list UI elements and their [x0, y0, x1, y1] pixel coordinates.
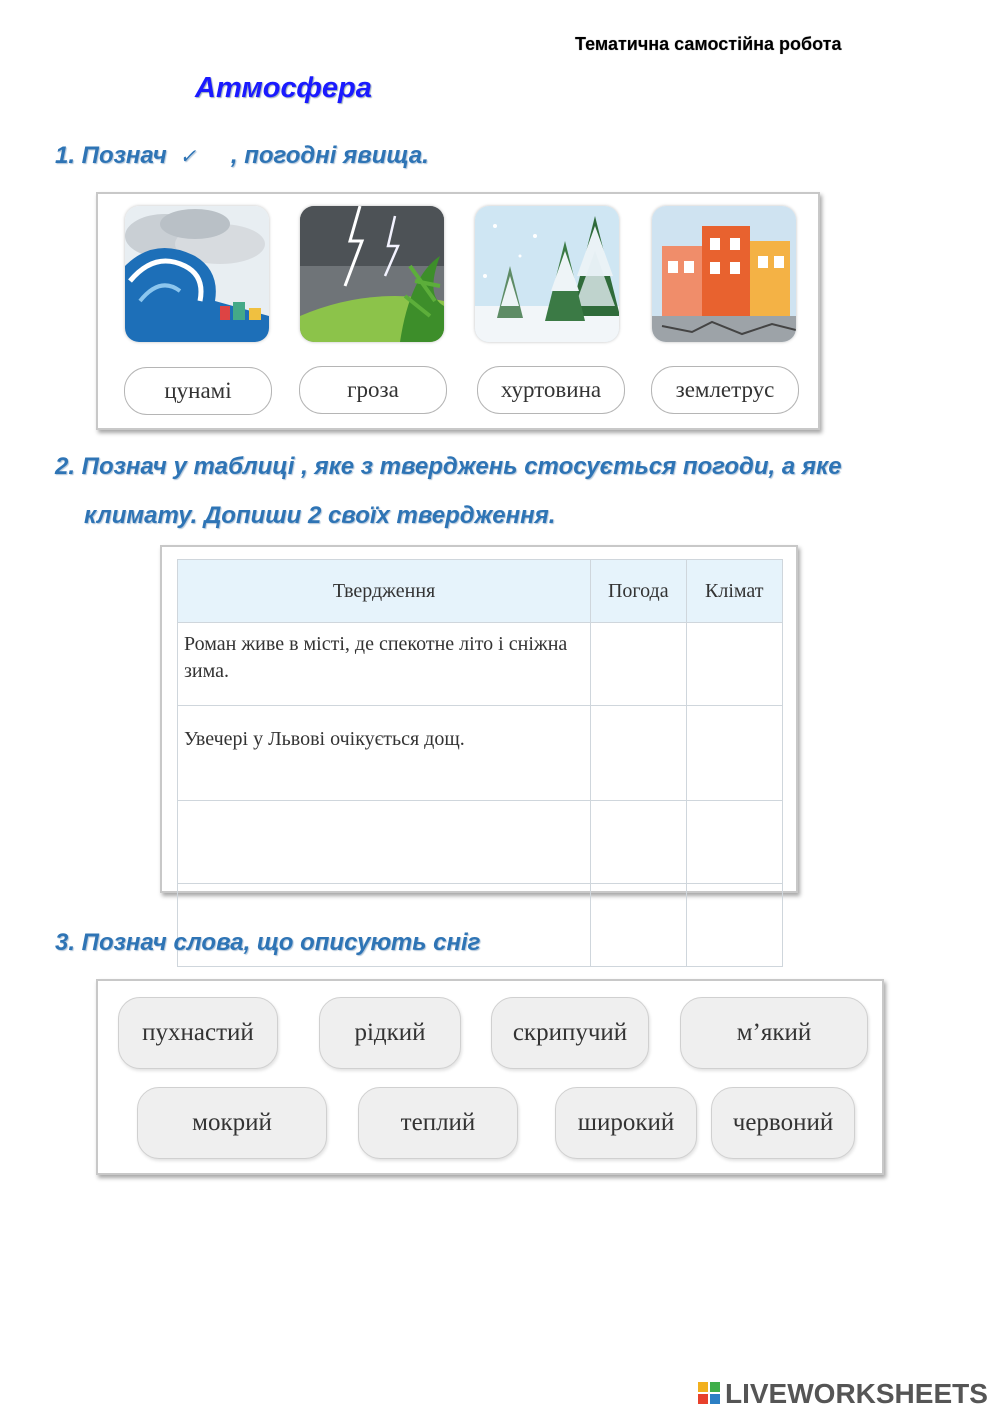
table-row [178, 623, 783, 706]
option-tsunami[interactable]: цунамі [124, 367, 272, 415]
word-option[interactable]: теплий [358, 1087, 518, 1159]
statement-cell: Увечері у Львові очікується дощ. [178, 706, 591, 801]
word-option[interactable]: червоний [711, 1087, 855, 1159]
weather-cell[interactable] [591, 706, 686, 801]
option-earthquake[interactable]: землетрус [651, 366, 799, 414]
header-weather: Погода [591, 560, 686, 623]
weather-cell[interactable] [591, 623, 686, 706]
weather-cell[interactable] [591, 884, 686, 967]
option-thunderstorm[interactable]: гроза [299, 366, 447, 414]
liveworksheets-logo [698, 1378, 988, 1410]
task1-suffix: , погодні явища. [230, 142, 429, 169]
table-header-row [178, 560, 783, 623]
blizzard-picture [475, 206, 619, 342]
word-option[interactable]: м’який [680, 997, 868, 1069]
page-title: Атмосфера [195, 72, 372, 104]
climate-cell[interactable] [686, 884, 782, 967]
task1-prefix: 1. Познач [55, 142, 167, 169]
earthquake-picture [652, 206, 796, 342]
climate-cell[interactable] [686, 801, 782, 884]
climate-cell[interactable] [686, 623, 782, 706]
word-option[interactable]: широкий [555, 1087, 697, 1159]
task2-panel [160, 545, 798, 893]
task1-title [55, 142, 429, 170]
option-blizzard[interactable]: хуртовина [477, 366, 625, 414]
statement-input-cell[interactable] [178, 801, 591, 884]
thunderstorm-picture [300, 206, 444, 342]
word-option[interactable]: рідкий [319, 997, 461, 1069]
tsunami-picture [125, 206, 269, 342]
table-row [178, 801, 783, 884]
statements-table [177, 559, 783, 967]
task2-title-line2: климату. Допиши 2 своїх твердження. [84, 502, 556, 529]
task3-title: 3. Познач слова, що описують сніг [55, 929, 481, 956]
header-climate: Клімат [686, 560, 782, 623]
statement-cell: Роман живе в місті, де спекотне літо і сніжна зима. [178, 623, 591, 706]
word-option[interactable]: пухнастий [118, 997, 278, 1069]
word-option[interactable]: скрипучий [491, 997, 649, 1069]
task1-panel [96, 192, 820, 430]
task3-panel [96, 979, 884, 1175]
logo-grid-icon [698, 1382, 722, 1406]
header-statement: Твердження [178, 560, 591, 623]
task2-title-line1: 2. Познач у таблиці , яке з тверджень стосується погоди, а яке [55, 453, 842, 480]
checkmark-icon: ✓ [179, 146, 197, 168]
climate-cell[interactable] [686, 706, 782, 801]
worksheet-header: Тематична самостійна робота [575, 34, 842, 54]
word-option[interactable]: мокрий [137, 1087, 327, 1159]
logo-text: LIVEWORKSHEETS [725, 1378, 988, 1409]
weather-cell[interactable] [591, 801, 686, 884]
table-row [178, 706, 783, 801]
